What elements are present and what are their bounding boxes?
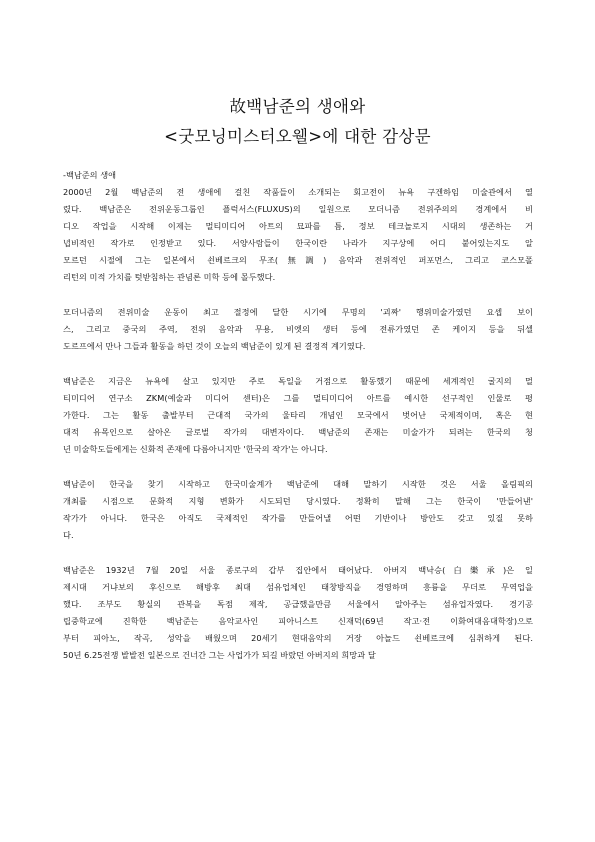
paragraph-line: 다. xyxy=(63,530,74,541)
section-heading: -백남준의 생애 xyxy=(63,170,117,180)
paragraph-line: 작가가 아니다. 한국은 아직도 국제적인 작가를 만들어낼 어떤 기반이나 방안도 갖고 있질 못하 xyxy=(63,513,533,523)
document-body xyxy=(63,167,533,682)
paragraph-line: 제시대 거냐보의 후신으로 해방후 최대 섬유업체인 태창방직을 경영하며 흥륭을 무더로 무역업을 xyxy=(63,581,533,592)
paragraph-line: 부터 피아노, 작곡, 성악을 배웠으며 20세기 현대음악의 거장 아놀드 쇤베르크에 심취하게 된다. xyxy=(63,633,533,644)
paragraph-line: 티미디어 연구소 ZKM(예술과 미디어 센터)은 그를 멀티미디어 아트를 예시한 선구적인 인물로 평 xyxy=(63,392,533,403)
title-line-2: <굿모닝미스터오웰>에 대한 감상문 xyxy=(164,127,431,146)
paragraph-line: 모르던 시절에 그는 일본에서 쇤베르크의 무조(無調) 음악과 전위적인 퍼포먼스, 그리고 코스모폴 xyxy=(63,255,533,266)
paragraph-line: 2000년 2월 백남준의 전 생애에 걸친 작품들이 소개되는 회고전이 뉴욕 구겐하임 미술관에서 열 xyxy=(63,187,533,197)
paragraph-line: 50년 6.25전쟁 발발전 일본으로 건너간 그는 사업가가 되길 바랐던 아버지의 희망과 달 xyxy=(63,650,376,661)
title-block xyxy=(0,92,595,152)
paragraph-line: 모더니즘의 전위미술 운동이 최고 절정에 달한 시기에 무명의 '괴짜' 행위미술가였던 요셉 보이 xyxy=(63,307,533,318)
paragraph-line: 디오 작업을 시작해 이제는 멀티미디어 아트의 묘파를 틈, 정보 테크놀로지 시대의 생존하는 거 xyxy=(63,221,533,232)
paragraph-line: 대적 유목인으로 살아온 글로벌 작가의 대변자이다. 백남준의 존재는 미술가가 되려는 한국의 청 xyxy=(63,427,533,438)
paragraph-line: 백남준은 지금은 뉴욕에 살고 있지만 주로 독일을 거점으로 활동했기 때문에 세계적인 굴지의 멀 xyxy=(63,375,533,386)
paragraph-line: 녑비적인 작가로 인정받고 있다. 서양사람들이 한국이란 나라가 지구상에 어디 붙어있는지도 알 xyxy=(63,238,533,249)
paragraph-line: 년 미술학도들에게는 신화적 존재에 다름아니지만 '한국의 작가'는 아니다. xyxy=(63,444,328,455)
paragraph-4 xyxy=(63,476,533,544)
paragraph-line: 백남준은 1932년 7월 20일 서울 종로구의 갑부 집안에서 태어났다. 아버지 백낙승(白樂承)은 일 xyxy=(63,564,533,575)
paragraph-3 xyxy=(63,373,533,458)
paragraph-line: 했다. 조부도 황실의 관복을 독점 제작, 공급했을만큼 서울에서 알아주는 섬유업자였다. 경기공 xyxy=(63,598,533,609)
paragraph-line: 개최를 시점으로 문화적 지형 변화가 시도되던 당시였다. 정확히 말해 그는 한국이 '만들어낸' xyxy=(63,495,533,506)
paragraph-line: 백남준이 한국을 찾기 시작하고 한국미술계가 백남준에 대해 말하기 시작한 것은 서울 올림픽의 xyxy=(63,478,533,489)
paragraph-line: 가한다. 그는 활동 출발부터 근대적 국가의 울타리 개념인 모국에서 벗어난 국제적이며, 혹은 현 xyxy=(63,410,533,421)
paragraph-line: 립중학교에 진학한 백남준는 음악교사인 피아니스트 신재덕(69년 작고·전 이화여대음대학장)으로 xyxy=(63,615,533,626)
paragraph-line: 렸다. 백남준은 전위운동그룹인 플럭서스(FLUXUS)의 일원으로 모더니즘 전위주의의 경계에서 비 xyxy=(63,204,533,215)
paragraph-line: 스, 그리고 중국의 주역, 전위 음악과 무용, 비엣의 생터 등에 전류가였던 존 케이지 등을 뒤셀 xyxy=(63,324,533,335)
paragraph-2 xyxy=(63,304,533,355)
paragraph-line: 도르프에서 만나 그들과 활동을 하던 것이 오늘의 백남준이 있게 된 결정적 계기였다. xyxy=(63,341,366,352)
paragraph-5 xyxy=(63,562,533,665)
paragraph-line: 리턴의 미적 가치를 텃받침하는 관념론 미학 등에 몰두했다. xyxy=(63,272,276,283)
paragraph-1 xyxy=(63,184,533,287)
title-line-1: 故백남준의 생애와 xyxy=(229,97,366,116)
